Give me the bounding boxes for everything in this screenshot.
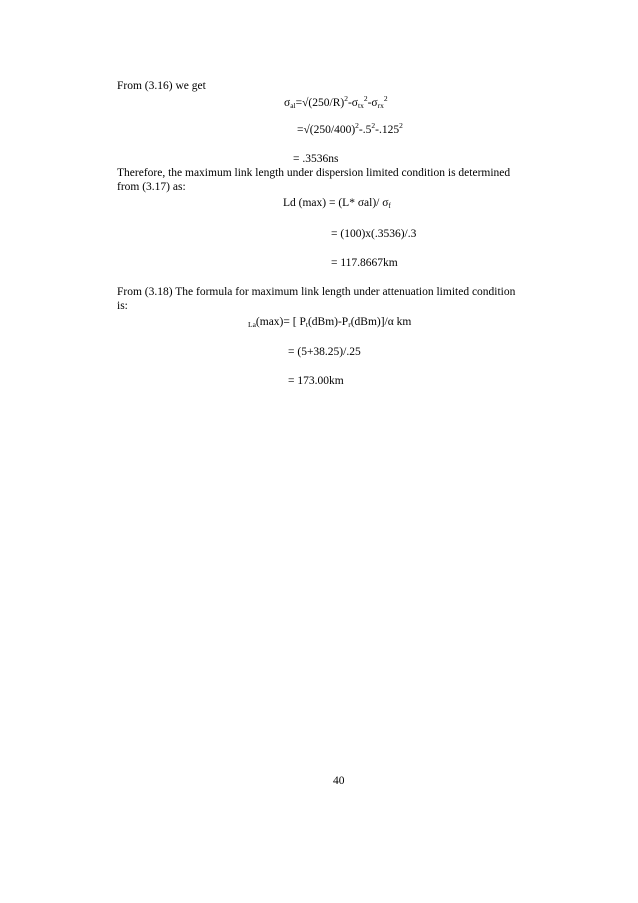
eq1-exponent-b: 2 — [363, 94, 368, 103]
la-part-c: (dBm)]/α km — [350, 316, 412, 328]
eq1-exponent-c: 2 — [383, 94, 388, 103]
eq2-exponent-c: 2 — [399, 121, 403, 130]
eq1-part-c: -σ — [367, 97, 378, 109]
la-part-b: (dBm)-P — [307, 316, 349, 328]
ld-subscript: f — [388, 201, 391, 210]
la-part-a: (max)= [ P — [255, 316, 306, 328]
la-prefix-subscript: La — [248, 320, 256, 329]
eq2-exponent-a: 2 — [355, 121, 359, 130]
eq1-part-a: =√(250/R) — [295, 97, 345, 109]
eq2-exponent-b: 2 — [371, 121, 376, 130]
eq2-part-b: -.5 — [358, 124, 372, 136]
eq1-exponent-a: 2 — [344, 94, 348, 103]
sigma-subscript: al — [290, 101, 296, 110]
eq1-part-b: -σ — [347, 97, 358, 109]
equation-la-max — [248, 315, 411, 332]
ld-expression: Ld (max) = (L* σal)/ σ — [283, 197, 389, 209]
equation-result-sigma: = .3536ns — [293, 153, 339, 165]
paragraph-from318-line-1: From (3.18) The formula for maximum link length under attenuation limited condition — [117, 286, 516, 298]
equation-la-step-1: = (5+38.25)/.25 — [288, 346, 361, 358]
intro-text: From (3.16) we get — [117, 80, 206, 92]
sigma-symbol: σ — [284, 97, 291, 109]
paragraph-from318-line-2: is: — [117, 300, 128, 312]
la-subscript-r: r — [348, 320, 351, 329]
paragraph-therefore-line-2: from (3.17) as: — [117, 181, 186, 193]
equation-sigma-al — [284, 96, 388, 110]
equation-la-result: = 173.00km — [288, 375, 344, 387]
equation-ld-max — [283, 196, 391, 210]
page-number: 40 — [333, 775, 345, 787]
eq1-subscript-c: rx — [377, 101, 384, 110]
equation-ld-result: = 117.8667km — [331, 257, 398, 269]
la-subscript-t: t — [305, 320, 308, 329]
equation-step-1 — [297, 123, 403, 137]
eq2-part-a: =√(250/400) — [297, 124, 356, 136]
eq1-subscript-b: tx — [357, 101, 364, 110]
paragraph-therefore-line-1: Therefore, the maximum link length under dispersion limited condition is determined — [117, 167, 511, 179]
equation-ld-step-1: = (100)x(.3536)/.3 — [331, 228, 417, 240]
eq2-part-c: -.125 — [375, 124, 400, 136]
